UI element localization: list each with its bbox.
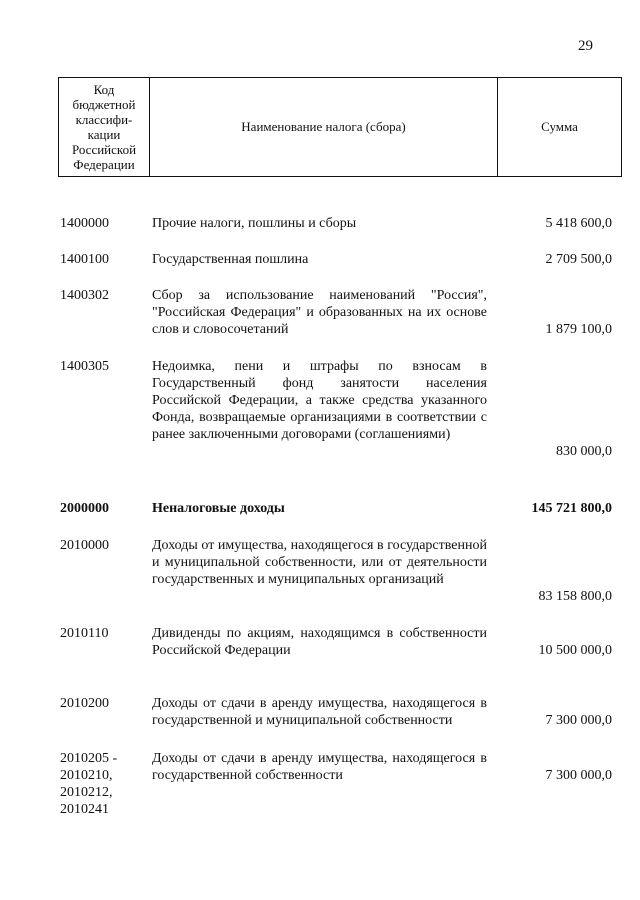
table-row <box>60 750 612 817</box>
row-name: Доходы от имущества, находящегося в государственной и муниципальной собственности, или от деятельности государственных и муниципальных организаций <box>152 538 487 587</box>
row-name: Сбор за использование наименований "Россия", "Российская Федерация" и образованных на их основе слов и словосочетаний <box>152 288 487 337</box>
table-row <box>60 695 612 729</box>
row-code: 1400000 <box>60 216 109 231</box>
row-name: Доходы от сдачи в аренду имущества, находящегося в государственной и муниципальной собственности <box>152 696 487 728</box>
row-amount: 83 158 800,0 <box>538 589 612 604</box>
row-code: 1400305 <box>60 359 109 374</box>
table-row <box>60 537 612 605</box>
header-sum: Сумма <box>541 119 578 134</box>
row-amount: 7 300 000,0 <box>545 768 612 783</box>
table-row <box>60 287 612 338</box>
table-header <box>58 77 622 177</box>
table-row <box>60 625 612 659</box>
row-name: Государственная пошлина <box>152 252 309 267</box>
row-code: 1400302 <box>60 288 109 303</box>
row-code: 2010110 <box>60 626 109 641</box>
row-name: Недоимка, пени и штрафы по взносам в Государственный фонд занятости населения Российской Федерации, а также средства указанного Фонда, возвращаемые организациями в соответствии с ранее заключенными договорами (соглашениями) <box>152 359 487 442</box>
row-amount: 1 879 100,0 <box>545 322 612 337</box>
table-row <box>60 251 612 268</box>
table-row <box>60 500 612 517</box>
page-number: 29 <box>578 38 593 54</box>
row-name: Дивиденды по акциям, находящимся в собственности Российской Федерации <box>152 626 487 658</box>
row-code: 2010000 <box>60 538 109 553</box>
row-amount: 830 000,0 <box>556 444 612 459</box>
row-code: 2010200 <box>60 696 109 711</box>
row-code: 1400100 <box>60 252 109 267</box>
row-amount: 145 721 800,0 <box>531 501 612 516</box>
row-name: Прочие налоги, пошлины и сборы <box>152 216 357 231</box>
row-amount: 5 418 600,0 <box>545 216 612 231</box>
row-name: Доходы от сдачи в аренду имущества, находящегося в государственной собственности <box>152 751 487 783</box>
row-name: Неналоговые доходы <box>152 501 285 516</box>
row-amount: 2 709 500,0 <box>545 252 612 267</box>
row-amount: 7 300 000,0 <box>545 713 612 728</box>
row-code: 2010205 - 2010210, 2010212, 2010241 <box>60 751 118 817</box>
table-row <box>60 358 612 460</box>
table-row <box>60 215 612 232</box>
header-name: Наименование налога (сбора) <box>150 78 498 176</box>
row-amount: 10 500 000,0 <box>538 643 612 658</box>
row-code: 2000000 <box>60 501 109 516</box>
header-code: Код бюджетной классифи-кации Российской Федерации <box>59 78 150 176</box>
